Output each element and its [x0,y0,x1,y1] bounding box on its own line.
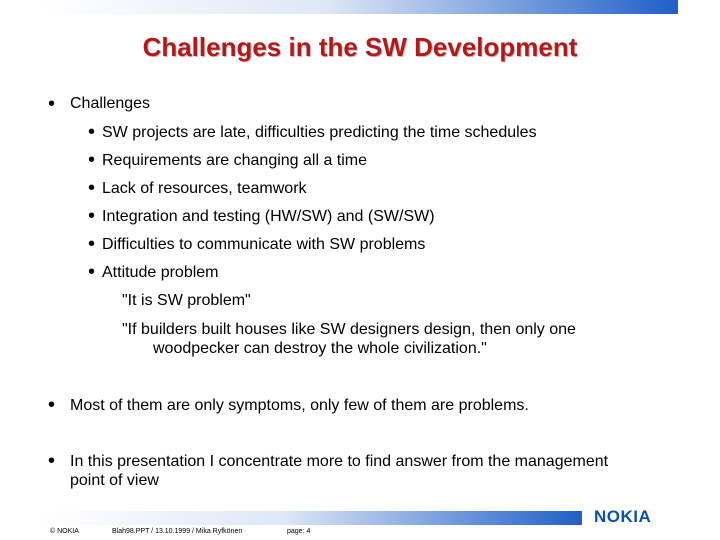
sub-bullet-integration: Integration and testing (HW/SW) and (SW/SW) [102,208,435,225]
bullet-icon: • [88,121,96,143]
bullet-icon: • [48,450,56,472]
bullet-icon: • [88,233,96,255]
bullet-symptoms: Most of them are only symptoms, only few of them are problems. [70,397,529,414]
bullet-icon: • [88,205,96,227]
sub-bullet-late-projects: SW projects are late, difficulties predicting the time schedules [102,124,537,141]
bullet-icon: • [48,394,56,416]
bullet-icon: • [88,261,96,283]
quote-builders-line2: woodpecker can destroy the whole civilization." [153,340,487,357]
sub-bullet-communication: Difficulties to communicate with SW problems [102,236,426,253]
bullet-challenges: Challenges [70,95,151,112]
footer-info: Blah98.PPT / 13.10.1999 / Mika Ryfkönen [112,528,243,535]
sub-bullet-resources: Lack of resources, teamwork [102,180,307,197]
quote-builders-line1: "If builders built houses like SW designers design, then only one [122,321,576,338]
sub-bullet-attitude: Attitude problem [102,264,219,281]
bullet-icon: • [48,93,56,115]
bullet-presentation-line2: point of view [70,472,159,489]
quote-sw-problem: "It is SW problem" [122,292,251,309]
slide-title: Challenges in the SW Development [142,32,578,62]
bullet-presentation-line1: In this presentation I concentrate more to find answer from the management [70,453,609,470]
header-gradient-band [42,0,678,14]
footer-copyright: © NOKIA [50,528,79,535]
sub-bullet-requirements: Requirements are changing all a time [102,152,368,169]
bullet-icon: • [88,177,96,199]
footer-gradient-band [42,511,582,525]
nokia-logo: NOKIA [594,507,652,526]
bullet-icon: • [88,149,96,171]
footer-page-number: page: 4 [287,528,311,535]
